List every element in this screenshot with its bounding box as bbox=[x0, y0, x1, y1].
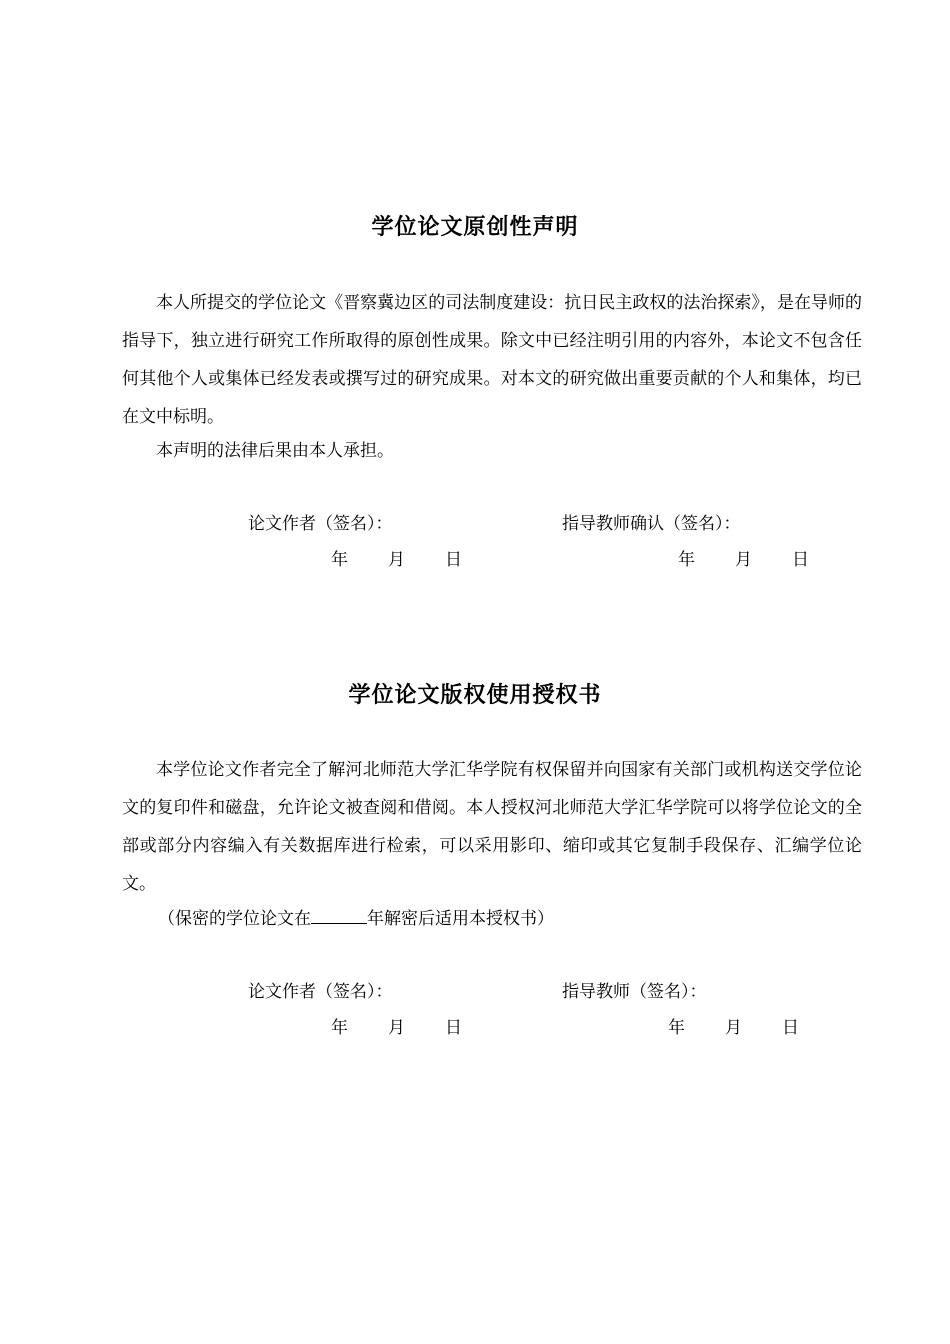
date-day: 日 bbox=[792, 550, 809, 570]
date-month: 月 bbox=[735, 550, 752, 570]
advisor-date-line bbox=[668, 1013, 799, 1038]
originality-title: 学位论文原创性声明 bbox=[371, 215, 579, 240]
confidential-prefix: （保密的学位论文在 bbox=[158, 909, 311, 929]
date-year: 年 bbox=[678, 550, 695, 570]
date-year: 年 bbox=[668, 1018, 685, 1038]
date-month: 月 bbox=[725, 1018, 742, 1038]
advisor-signature-label: 指导教师确认（签名）： bbox=[562, 514, 741, 534]
author-date-line bbox=[331, 1013, 462, 1038]
advisor-date-line bbox=[678, 545, 809, 570]
originality-liability-paragraph: 本声明的法律后果由本人承担。 bbox=[156, 441, 394, 461]
date-year: 年 bbox=[331, 1018, 348, 1038]
date-day: 日 bbox=[445, 1018, 462, 1038]
confidential-note bbox=[158, 904, 554, 929]
date-month: 月 bbox=[388, 550, 405, 570]
year-blank-underline bbox=[311, 909, 367, 924]
date-year: 年 bbox=[331, 550, 348, 570]
confidential-suffix: 年解密后适用本授权书） bbox=[367, 909, 554, 929]
author-date-line bbox=[331, 545, 462, 570]
advisor-signature-label: 指导教师（签名）： bbox=[562, 982, 707, 1002]
originality-paragraph: 本人所提交的学位论文《晋察冀边区的司法制度建设：抗日民主政权的法治探索》，是在导师的指导下，独立进行研究工作所取得的原创性成果。除文中已经注明引用的内容外，本论文不包含任何其他个人或集体已经发表或撰写过的研究成果。对本文的研究做出重要贡献的个人和集体，均已在文中标明。 bbox=[122, 293, 862, 427]
date-month: 月 bbox=[388, 1018, 405, 1038]
copyright-title: 学位论文版权使用授权书 bbox=[348, 683, 602, 708]
author-signature-label: 论文作者（签名）： bbox=[248, 982, 393, 1002]
date-day: 日 bbox=[445, 550, 462, 570]
date-day: 日 bbox=[782, 1018, 799, 1038]
author-signature-label: 论文作者（签名）： bbox=[248, 514, 393, 534]
copyright-paragraph: 本学位论文作者完全了解河北师范大学汇华学院有权保留并向国家有关部门或机构送交学位论文的复印件和磁盘，允许论文被查阅和借阅。本人授权河北师范大学汇华学院可以将学位论文的全部或部分内容编入有关数据库进行检索，可以采用影印、缩印或其它复制手段保存、汇编学位论文。 bbox=[122, 760, 862, 894]
